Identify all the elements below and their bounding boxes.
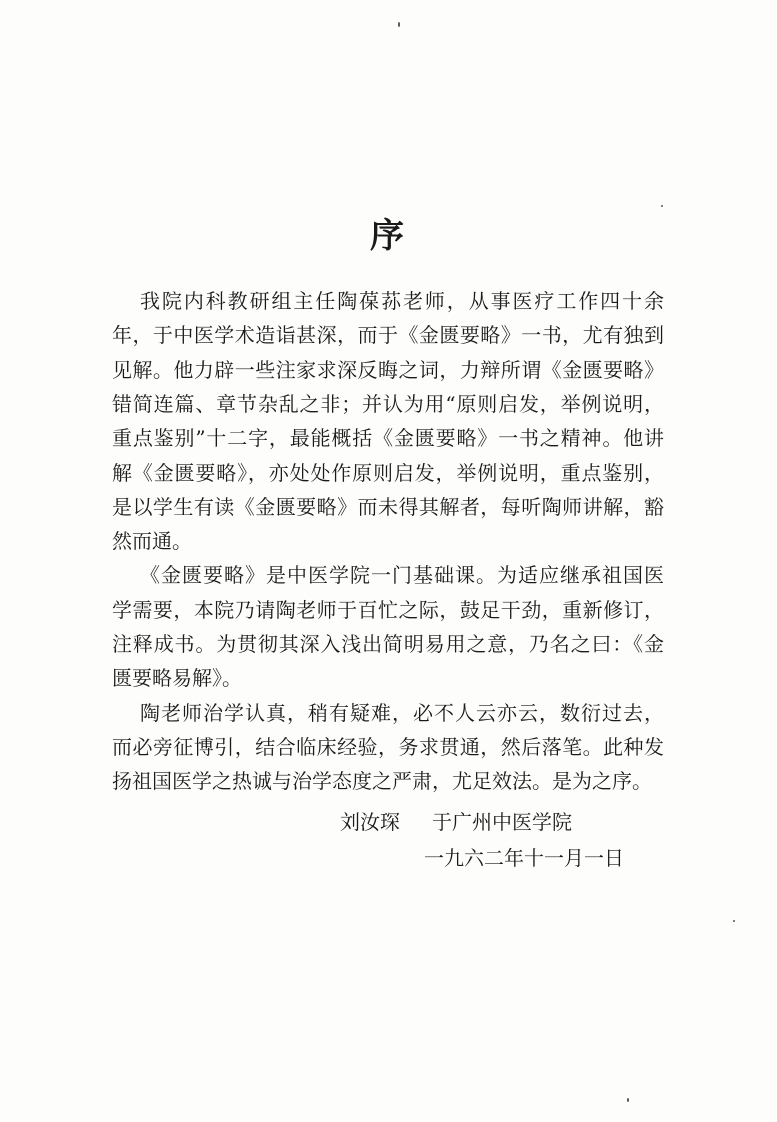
scan-speck [661, 205, 663, 207]
text-line: 错简连篇、章节杂乱之非；并认为用“原则启发，举例说明， [112, 391, 664, 416]
text-line: 见解。他力辟一些注家求深反晦之词，力辩所谓《金匮要略》 [112, 357, 664, 382]
text-line: 是以学生有读《金匮要略》而未得其解者，每听陶师讲解，豁 [112, 494, 664, 519]
text-line: 陶老师治学认真，稍有疑难，必不人云亦云，数衍过去， [140, 700, 664, 725]
text-line: 我院内科教研组主任陶葆荪老师，从事医疗工作四十余 [140, 289, 664, 313]
text-line: 而必旁征博引，结合临床经验，务求贯通，然后落笔。此种发 [112, 734, 664, 759]
scan-speck [733, 920, 735, 922]
scan-speck [627, 1098, 629, 1102]
text-line: 扬祖国医学之热诚与治学态度之严肃，尤足效法。是为之序。 [112, 769, 652, 794]
scan-speck [398, 22, 400, 27]
text-line: 学需要，本院乃请陶老师于百忙之际，鼓足干劲，重新修订， [112, 597, 664, 622]
page-title: 序 [370, 216, 404, 256]
author-place: 于广州中医学院 [432, 810, 572, 834]
author-name: 刘汝琛 [340, 810, 400, 834]
text-line: 年，于中医学术造诣甚深，而于《金匮要略》一书，尤有独到 [112, 323, 664, 348]
preface-date: 一九六二年十一月一日 [424, 846, 624, 870]
text-line: 然而通。 [112, 529, 192, 554]
text-line: 《金匮要略》是中医学院一门基础课。为适应继承祖国医 [140, 563, 664, 588]
text-line: 注释成书。为贯彻其深入浅出简明易用之意，乃名之曰：《金 [112, 632, 664, 656]
text-line: 匮要略易解》。 [112, 666, 242, 691]
text-line: 重点鉴别”十二字，最能概括《金匮要略》一书之精神。他讲 [112, 426, 664, 451]
text-line: 解《金匮要略》，亦处处作原则启发，举例说明，重点鉴别， [112, 460, 664, 485]
